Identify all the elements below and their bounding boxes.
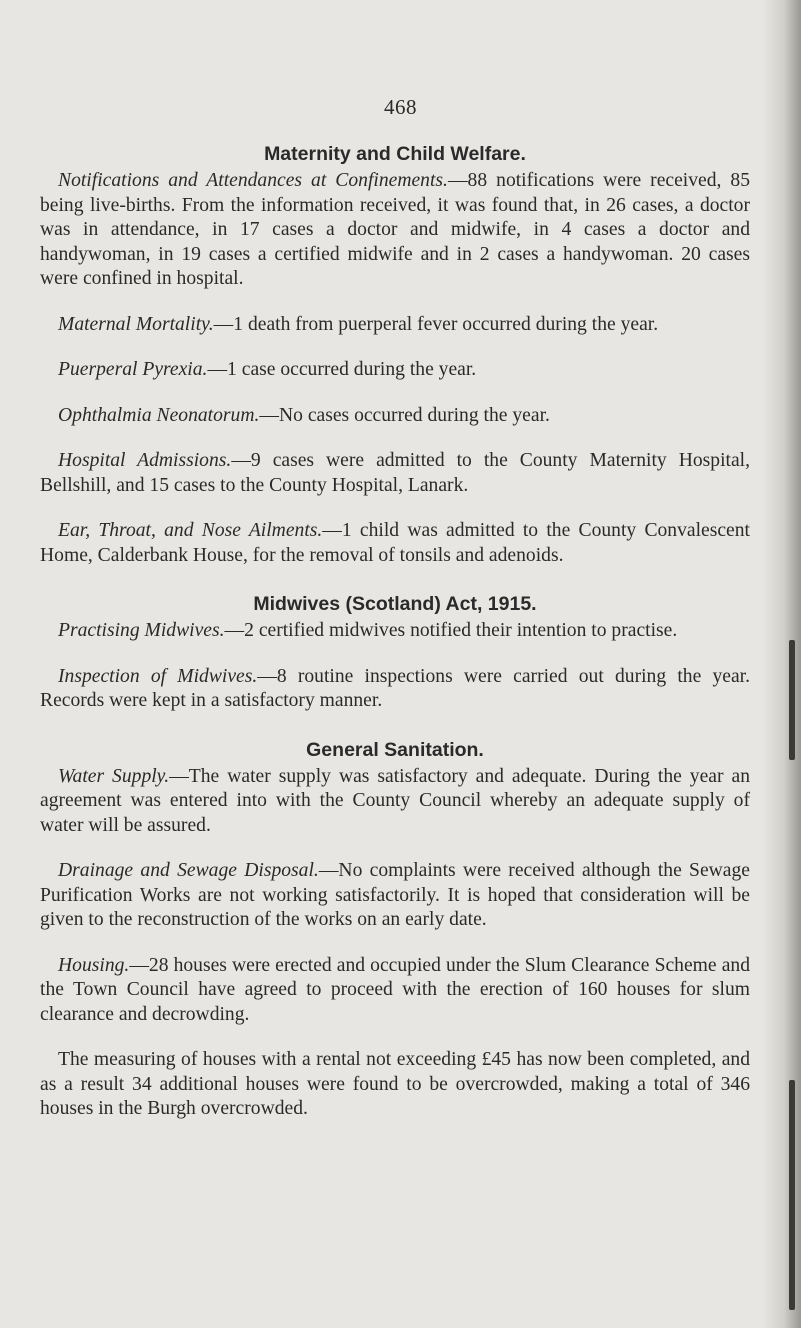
paragraph-text: —1 case occurred during the year. <box>207 359 477 380</box>
paragraph <box>40 169 750 292</box>
paragraph-lead: Ear, Throat, and Nose Ailments. <box>58 520 323 541</box>
paragraph-lead: Notifications and Attendances at Confinements. <box>58 170 448 191</box>
paragraph <box>40 954 750 1028</box>
paragraph-lead: Practising Midwives. <box>58 620 225 641</box>
paragraph <box>40 1048 750 1122</box>
paragraph <box>40 449 750 498</box>
document-body <box>40 142 750 1122</box>
paragraph-text: —No complaints were received although the Sewage Purification Works are not working satisfactorily. It is hoped that consideration will be given to the reconstruction of the works on an early date. <box>40 860 750 930</box>
paragraph-text: —88 notifications were received, 85 being live-births. From the information received, it was found that, in 26 cases, a doctor was in attendance, in 17 cases a doctor and midwife, in 4 cases a doctor and handywoman, in 19 cases a certified midwife and in 2 cases a handywoman. 20 cases were confined in hospital. <box>40 170 751 289</box>
paragraph-lead: Ophthalmia Neonatorum. <box>58 404 260 426</box>
paragraph-lead: Drainage and Sewage Disposal. <box>58 860 319 881</box>
paragraph-text: —No cases occurred during the year. <box>259 404 550 426</box>
paragraph-lead: Hospital Admissions. <box>58 450 232 471</box>
section-heading: Maternity and Child Welfare. <box>264 143 526 165</box>
paragraph <box>40 665 750 714</box>
paragraph <box>40 859 750 933</box>
paragraph <box>40 519 750 568</box>
paragraph-text: The measuring of houses with a rental not exceeding £45 has now been completed, and as a result 34 additional houses were found to be overcrowded, making a total of 346 houses in the Burgh overcrowded. <box>40 1049 750 1119</box>
paragraph-text: —2 certified midwives notified their intention to practise. <box>224 620 678 641</box>
paragraph <box>40 313 750 338</box>
paragraph-text: —1 child was admitted to the County Convalescent Home, Calderbank House, for the removal of tonsils and adenoids. <box>40 520 750 566</box>
paragraph <box>40 358 750 383</box>
paragraph-text: —9 cases were admitted to the County Maternity Hospital, Bellshill, and 15 cases to the County Hospital, Lanark. <box>40 450 751 496</box>
section-heading: Midwives (Scotland) Act, 1915. <box>253 593 537 615</box>
paragraph-text: —8 routine inspections were carried out during the year. Records were kept in a satisfactory manner. <box>40 665 750 711</box>
paragraph-lead: Puerperal Pyrexia. <box>58 359 208 380</box>
paragraph <box>40 765 750 839</box>
paragraph-text: —28 houses were erected and occupied under the Slum Clearance Scheme and the Town Council have agreed to proceed with the erection of 160 houses for slum clearance and decrowding. <box>40 954 750 1025</box>
page-edge-mark <box>789 640 795 760</box>
page-edge-mark <box>789 1080 795 1310</box>
paragraph-text: —The water supply was satisfactory and adequate. During the year an agreement was entered into with the County Council whereby an adequate supply of water will be assured. <box>40 765 750 836</box>
paragraph <box>40 404 750 429</box>
paragraph-text: —1 death from puerperal fever occurred during the year. <box>213 313 659 335</box>
paragraph-lead: Housing. <box>58 954 130 976</box>
section-heading: General Sanitation. <box>306 738 484 761</box>
paragraph-lead: Maternal Mortality. <box>58 313 214 335</box>
page-number: 468 <box>384 95 417 119</box>
paragraph-lead: Water Supply. <box>58 765 170 787</box>
paragraph <box>40 619 750 644</box>
page-edge-shadow <box>763 0 801 1328</box>
paragraph-lead: Inspection of Midwives. <box>58 665 258 687</box>
